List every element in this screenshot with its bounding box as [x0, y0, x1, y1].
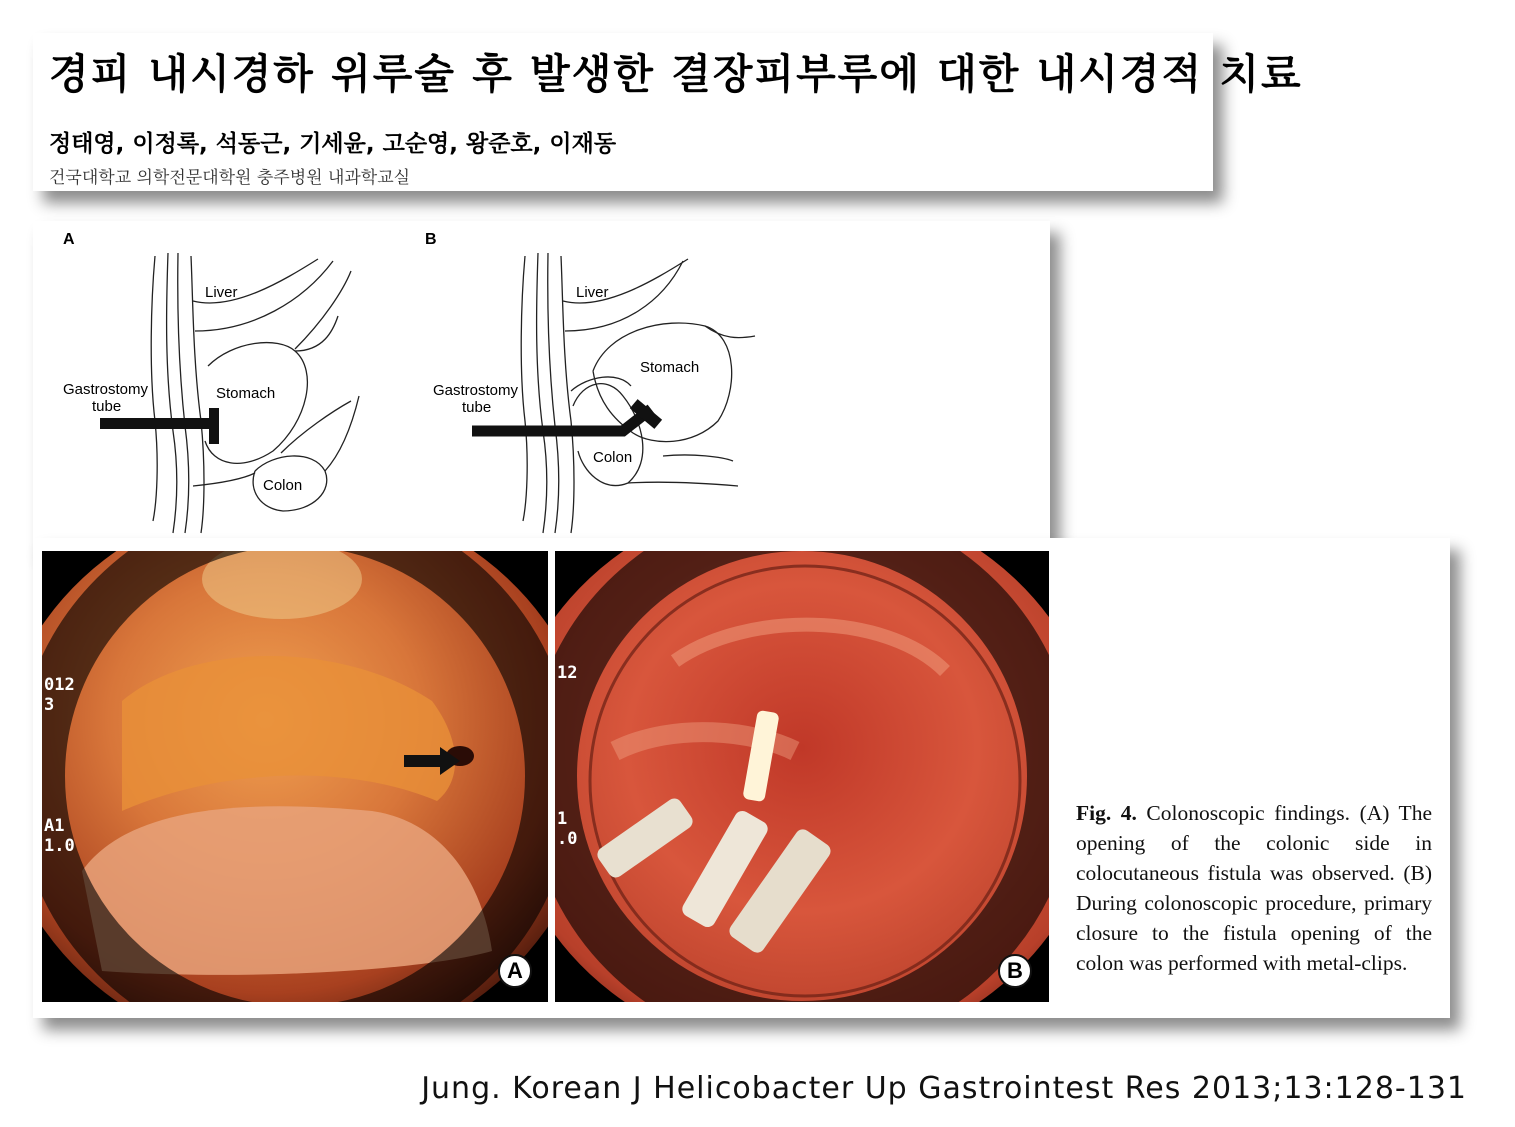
osd-top-a: 012 3	[44, 675, 75, 715]
title-card	[33, 33, 1303, 191]
colon-outline-a	[281, 401, 351, 453]
wall-line-a	[178, 253, 189, 533]
colon-outline-b	[663, 455, 733, 461]
wall-line-a	[151, 256, 157, 521]
liver-label-b: Liver	[576, 284, 609, 301]
liver-label-a: Liver	[205, 284, 238, 301]
gastrostomy-tube-b	[472, 409, 651, 431]
endoscopy-figure	[33, 538, 1450, 1018]
gastrostomy-tube-a	[100, 418, 213, 429]
anatomy-diagram-svg	[33, 221, 1050, 551]
figure-caption	[1076, 798, 1432, 978]
figure-label: Fig. 4.	[1076, 801, 1137, 825]
stomach-outline-b	[593, 323, 732, 442]
tube-label-b-line2: tube	[462, 399, 492, 416]
wall-line-a	[167, 253, 177, 533]
colon-outline-a	[193, 473, 255, 486]
tube-label-b-line1: Gastrostomy	[433, 382, 519, 399]
photo-badge-a: A	[498, 954, 532, 988]
figure-caption-text: Colonoscopic findings. (A) The opening of the colonic side in colocutaneous fistula was observed. (B) During colonoscopic procedure, primary closure to the fistula opening of the colon was performed with metal-clips.	[1076, 801, 1432, 975]
anatomy-diagram	[33, 221, 1050, 551]
gastrostomy-tube-bumper-a	[209, 408, 219, 444]
paper-affiliation: 건국대학교 의학전문대학원 충주병원 내과학교실	[49, 168, 411, 188]
colon-label-b: Colon	[593, 449, 633, 466]
colon-label-a: Colon	[263, 477, 303, 494]
tube-label-a-line1: Gastrostomy	[63, 381, 149, 398]
wall-line-b	[561, 256, 574, 533]
colon-outline-b	[628, 482, 738, 486]
colon-outline-a	[325, 396, 359, 471]
endoscopy-image-b	[555, 551, 1049, 1002]
panel-letter-b: B	[425, 231, 437, 248]
tube-label-a-line2: tube	[92, 398, 122, 415]
wall-line-b	[537, 253, 547, 533]
panel-letter-a: A	[63, 231, 75, 248]
stomach-outline-b	[705, 326, 755, 338]
endoscopy-image-a	[42, 551, 548, 1002]
osd-bottom-a: A1 1.0	[44, 816, 75, 856]
paper-authors: 정태영, 이정록, 석동근, 기세윤, 고순영, 왕준호, 이재동	[49, 131, 617, 157]
paper-title: 경피 내시경하 위루술 후 발생한 결장피부루에 대한 내시경적 치료	[49, 50, 1303, 98]
osd-top-b: 12	[557, 663, 578, 683]
citation: Jung. Korean J Helicobacter Up Gastrointest Res 2013;13:128-131	[421, 1071, 1467, 1106]
wall-line-b	[548, 253, 559, 533]
osd-bottom-b: 1 .0	[557, 809, 578, 849]
endoscopy-photo-b	[555, 551, 1049, 1002]
wall-line-a	[191, 256, 204, 533]
stomach-label-b: Stomach	[640, 359, 700, 376]
wall-line-b	[521, 256, 527, 521]
endoscopy-photo-a	[42, 551, 548, 1002]
photo-badge-b: B	[998, 954, 1032, 988]
stomach-outline-a	[295, 316, 338, 351]
liver-outline-a	[295, 271, 351, 349]
stomach-label-a: Stomach	[216, 385, 276, 402]
stomach-outline-a	[205, 343, 307, 464]
